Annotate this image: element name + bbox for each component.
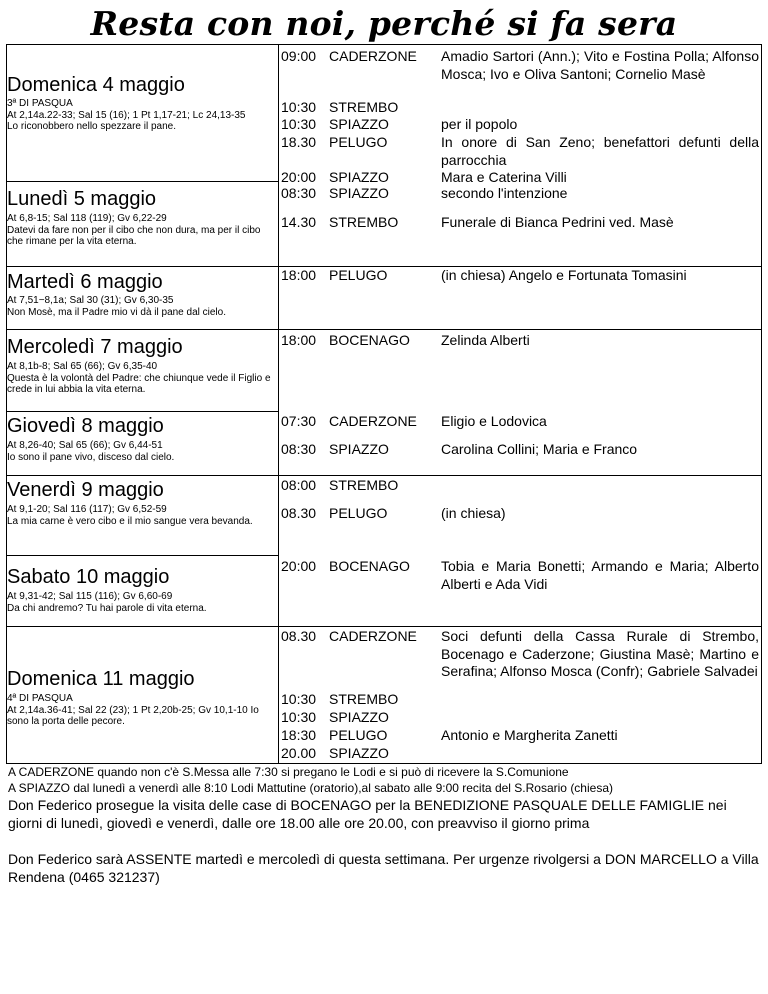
liturgical-note: 3ª DI PASQUA (7, 98, 73, 109)
day-separator (7, 181, 278, 182)
mass-place: SPIAZZO (329, 116, 389, 132)
mass-intention: In onore di San Zeno; benefattori defunti della parrocchia (441, 134, 759, 168)
mass-time: 09:00 (281, 48, 317, 64)
day-separator (7, 555, 278, 556)
mass-place: SPIAZZO (329, 441, 389, 457)
mass-intention: Carolina Collini; Maria e Franco (441, 441, 638, 457)
mass-place: STREMBO (329, 99, 399, 115)
caderzone-note: A CADERZONE quando non c'è S.Messa alle 7:30 si pregano le Lodi e si può di ricevere la S.Comunione (8, 765, 569, 779)
day-readings (7, 440, 275, 463)
day-readings (7, 504, 275, 527)
mass-time: 10:30 (281, 709, 317, 725)
mass-time: 08.30 (281, 628, 317, 644)
mass-place: SPIAZZO (329, 745, 389, 761)
day-readings (7, 361, 275, 396)
readings: At 9,31-42; Sal 115 (116); Gv 6,60-69 (7, 591, 173, 602)
readings: At 8,1b-8; Sal 65 (66); Gv 6,35-40 (7, 361, 158, 372)
mass-time: 10:30 (281, 116, 317, 132)
day-title: Venerdì 9 maggio (7, 479, 164, 501)
mass-place: PELUGO (329, 727, 388, 743)
mass-intention: Eligio e Lodovica (441, 413, 547, 429)
mass-intention: (in chiesa) Angelo e Fortunata Tomasini (441, 267, 687, 283)
spiazzo-note: A SPIAZZO dal lunedì a venerdì alle 8:10 Lodi Mattutine (oratorio),al sabato alle 9:00 recita del S.Rosario (chiesa) (8, 780, 613, 795)
mass-place: SPIAZZO (329, 169, 389, 185)
readings: At 6,8-15; Sal 118 (119); Gv 6,22-29 (7, 213, 167, 224)
mass-time: 14.30 (281, 214, 317, 230)
mass-place: CADERZONE (329, 628, 417, 644)
mass-schedule (6, 44, 762, 764)
page-title: Resta con noi, perché si fa sera (90, 4, 678, 43)
readings: At 2,14a.36-41; Sal 22 (23); 1 Pt 2,20b-25; Gv 10,1-10 Io sono la porta delle pecore. (7, 704, 259, 727)
gospel-phrase: Lo riconobbero nello spezzare il pane. (7, 121, 176, 132)
gospel-phrase: Non Mosè, ma il Padre mio vi dà il pane dal cielo. (7, 306, 226, 318)
day-title: Mercoledì 7 maggio (7, 336, 183, 358)
gospel-phrase: Io sono il pane vivo, disceso dal cielo. (7, 451, 175, 463)
mass-place: STREMBO (329, 214, 399, 230)
readings: At 9,1-20; Sal 116 (117); Gv 6,52-59 (7, 504, 167, 515)
mass-place: STREMBO (329, 691, 399, 707)
mass-time: 10:30 (281, 99, 317, 115)
mass-intention: Zelinda Alberti (441, 332, 530, 348)
mass-time: 08:30 (281, 441, 317, 457)
mass-place: SPIAZZO (329, 185, 389, 201)
mass-time: 20:00 (281, 169, 317, 185)
day-title: Lunedì 5 maggio (7, 188, 157, 210)
mass-time: 07:30 (281, 413, 317, 429)
mass-intention: Antonio e Margherita Zanetti (441, 727, 618, 743)
absence-note: Don Federico sarà ASSENTE martedì e mercoledì di questa settimana. Per urgenze rivolgersi a DON MARCELLO a Villa Rendena (0465 321237) (8, 851, 759, 885)
mass-place: BOCENAGO (329, 332, 410, 348)
liturgical-note: 4ª DI PASQUA (7, 693, 73, 704)
gospel-phrase: La mia carne è vero cibo e il mio sangue vera bevanda. (7, 515, 253, 527)
mass-time: 18:00 (281, 332, 317, 348)
notes-section (8, 765, 764, 886)
readings: At 7,51−8,1a; Sal 30 (31); Gv 6,30-35 (7, 295, 174, 306)
column-divider (278, 45, 279, 763)
day-readings (7, 98, 275, 133)
day-readings (7, 591, 275, 614)
mass-place: SPIAZZO (329, 709, 389, 725)
blessing-visit-note: Don Federico prosegue la visita delle case di BOCENAGO per la BENEDIZIONE PASQUALE DELLE FAMIGLIE nei giorni di lunedì, giovedì e venerdì, dalle ore 18.00 alle ore 20.00, con preavviso il giorno prima (8, 797, 727, 831)
mass-time: 20:00 (281, 558, 317, 574)
mass-time: 10:30 (281, 691, 317, 707)
day-readings (7, 295, 275, 318)
gospel-phrase: Da chi andremo? Tu hai parole di vita eterna. (7, 602, 207, 614)
mass-intention: Tobia e Maria Bonetti; Armando e Maria; Alberto Alberti e Ada Vidi (441, 558, 759, 592)
mass-intention: (in chiesa) (441, 505, 506, 521)
readings: At 8,26-40; Sal 65 (66); Gv 6,44-51 (7, 440, 163, 451)
mass-place: CADERZONE (329, 48, 417, 64)
mass-place: BOCENAGO (329, 558, 410, 574)
day-title: Domenica 11 maggio (7, 668, 195, 690)
day-separator (7, 475, 761, 476)
day-title: Domenica 4 maggio (7, 74, 185, 96)
mass-intention: Amadio Sartori (Ann.); Vito e Fostina Polla; Alfonso Mosca; Ivo e Oliva Santoni; Cornelio Masè (441, 48, 759, 82)
gospel-phrase: Questa è la volontà del Padre: che chiunque vede il Figlio e crede in lui abbia la vita eterna. (7, 372, 271, 395)
mass-place: STREMBO (329, 477, 399, 493)
mass-intention: per il popolo (441, 116, 518, 132)
mass-time: 08:30 (281, 185, 317, 201)
mass-time: 08:00 (281, 477, 317, 493)
mass-time: 08.30 (281, 505, 317, 521)
mass-intention: secondo l'intenzione (441, 185, 568, 201)
mass-place: PELUGO (329, 267, 388, 283)
readings: At 2,14a.22-33; Sal 15 (16); 1 Pt 1,17-21; Lc 24,13-35 (7, 109, 246, 121)
day-title: Giovedì 8 maggio (7, 415, 164, 437)
mass-time: 18:30 (281, 727, 317, 743)
day-separator (7, 411, 278, 412)
day-title: Martedì 6 maggio (7, 271, 163, 293)
day-separator (7, 329, 761, 330)
mass-intention: Soci defunti della Cassa Rurale di Strembo, Bocenago e Caderzone; Giustina Masè; Martino e Serafina; Alfonso Mosca (Confr); Gabriele Salvadei (441, 628, 759, 679)
day-readings (7, 213, 275, 248)
day-title: Sabato 10 maggio (7, 566, 170, 588)
mass-place: PELUGO (329, 134, 388, 150)
mass-intention: Mara e Caterina Villi (441, 169, 567, 185)
mass-place: CADERZONE (329, 413, 417, 429)
gospel-phrase: Datevi da fare non per il cibo che non dura, ma per il cibo che rimane per la vita eterna. (7, 224, 261, 247)
mass-time: 20.00 (281, 745, 317, 761)
day-readings (7, 693, 275, 728)
day-separator (7, 626, 761, 627)
mass-time: 18:00 (281, 267, 317, 283)
mass-place: PELUGO (329, 505, 388, 521)
mass-intention: Funerale di Bianca Pedrini ved. Masè (441, 214, 674, 230)
mass-time: 18.30 (281, 134, 317, 150)
